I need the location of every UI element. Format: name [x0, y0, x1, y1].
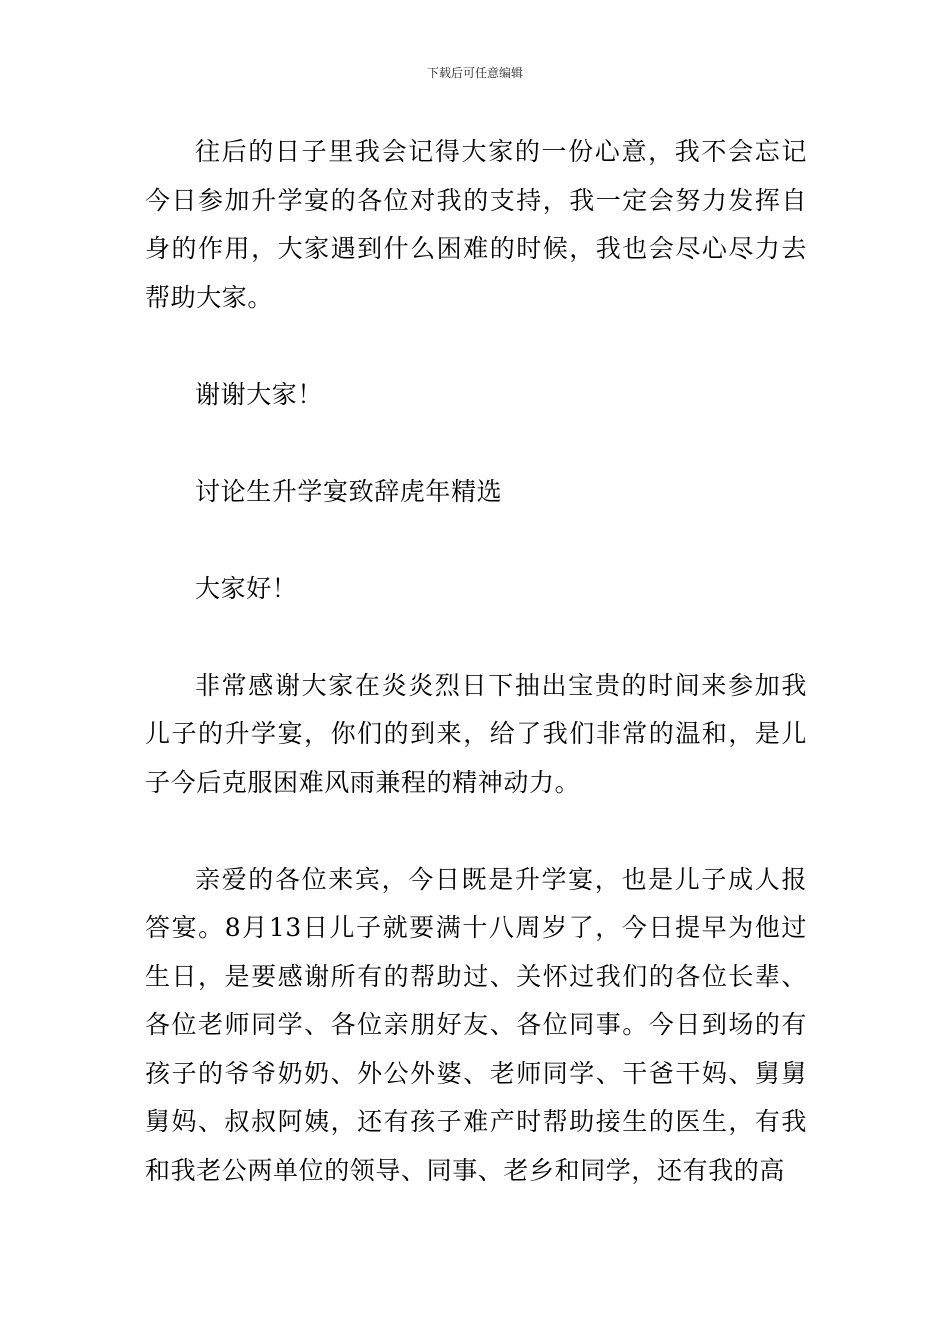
section-title: 讨论生升学宴致辞虎年精选: [195, 476, 503, 506]
paragraph-greeting: 大家好！: [195, 573, 298, 603]
paragraph-thank-you: 谢谢大家！: [195, 379, 324, 409]
document-body: [145, 128, 807, 1195]
page-header: 下载后可任意编辑: [426, 66, 523, 80]
paragraph-guests: 亲爱的各位来宾，今日既是升学宴，也是儿子成人报答宴。8月13日儿子就要满十八周岁了，今日提早为他过生日，是要感谢所有的帮助过、关怀过我们的各位长辈、各位老师同学、各位亲朋好友、各位同事。今日到场的有孩子的爷爷奶奶、外公外婆、老师同学、干爸干妈、舅舅舅妈、叔叔阿姨，还有孩子难产时帮助接生的医生，有我和我老公两单位的领导、同事、老乡和同学，还有我的高: [145, 864, 807, 1185]
paragraph-gratitude: 非常感谢大家在炎炎烈日下抽出宝贵的时间来参加我儿子的升学宴，你们的到来，给了我们非常的温和，是儿子今后克服困难风雨兼程的精神动力。: [145, 670, 807, 797]
paragraph-closing-thanks-body: 往后的日子里我会记得大家的一份心意，我不会忘记今日参加升学宴的各位对我的支持，我一定会努力发挥自身的作用，大家遇到什么困难的时候，我也会尽心尽力去帮助大家。: [145, 137, 807, 312]
